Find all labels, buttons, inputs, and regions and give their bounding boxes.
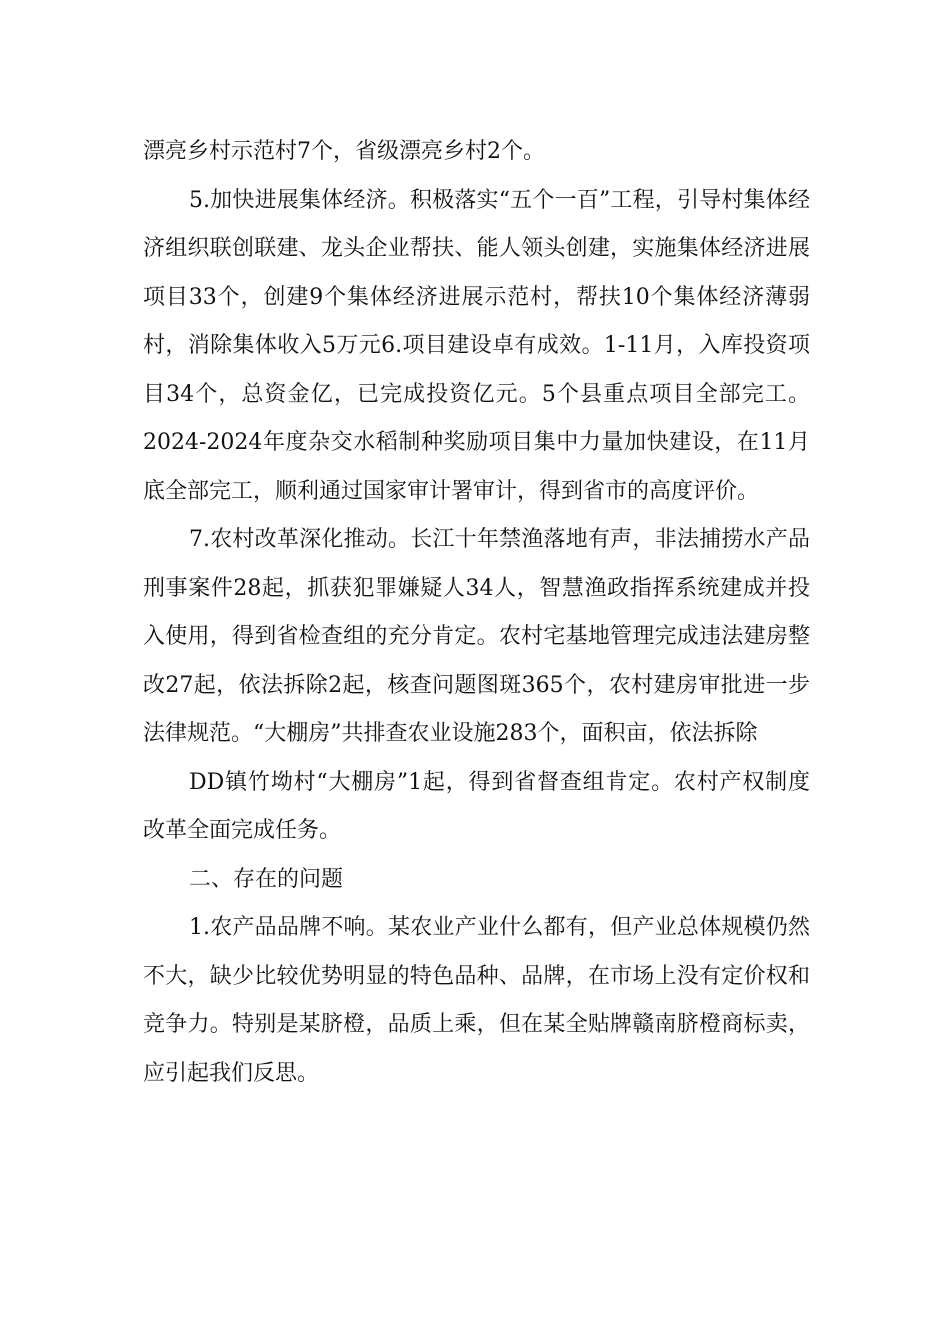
paragraph-greenhouse: DD镇竹坳村“大棚房”1起，得到省督查组肯定。农村产权制度改革全面完成任务。 xyxy=(143,769,810,843)
paragraph-collective-economy: 5.加快进展集体经济。积极落实“五个一百”工程，引导村集体经济组织联创联建、龙头企业帮扶、能人领头创建，实施集体经济进展项目33个，创建9个集体经济进展示范村，帮扶10个集体经济薄弱村，消除集体收入5万元6.项目建设卓有成效。1-11月，入库投资项目34个，总资金亿，已完成投资亿元。5个县重点项目全部完工。2024-2024年度杂交水稻制种奖励项目集中力量加快建设，在11月底全部完工，顺利通过国家审计署审计，得到省市的高度评价。 xyxy=(143,187,810,504)
paragraph-brand-issue: 1.农产品品牌不响。某农业产业什么都有，但产业总体规模仍然不大，缺少比较优势明显的特色品种、品牌，在市场上没有定价权和竞争力。特别是某脐橙，品质上乘，但在某全贴牌赣南脐橙商标卖，应引起我们反思。 xyxy=(143,915,810,1086)
paragraph-rural-reform: 7.农村改革深化推动。长江十年禁渔落地有声，非法捕捞水产品刑事案件28起，抓获犯罪嫌疑人34人，智慧渔政指挥系统建成并投入使用，得到省检查组的充分肯定。农村宅基地管理完成违法建房整改27起，依法拆除2起，核查问题图斑365个，农村建房审批进一步法律规范。“大棚房”共排查农业设施283个，面积亩，依法拆除 xyxy=(143,527,810,746)
paragraph-continuation: 漂亮乡村示范村7个，省级漂亮乡村2个。 xyxy=(143,139,545,164)
section-heading-problems: 二、存在的问题 xyxy=(189,866,344,892)
document-body xyxy=(143,128,810,1098)
